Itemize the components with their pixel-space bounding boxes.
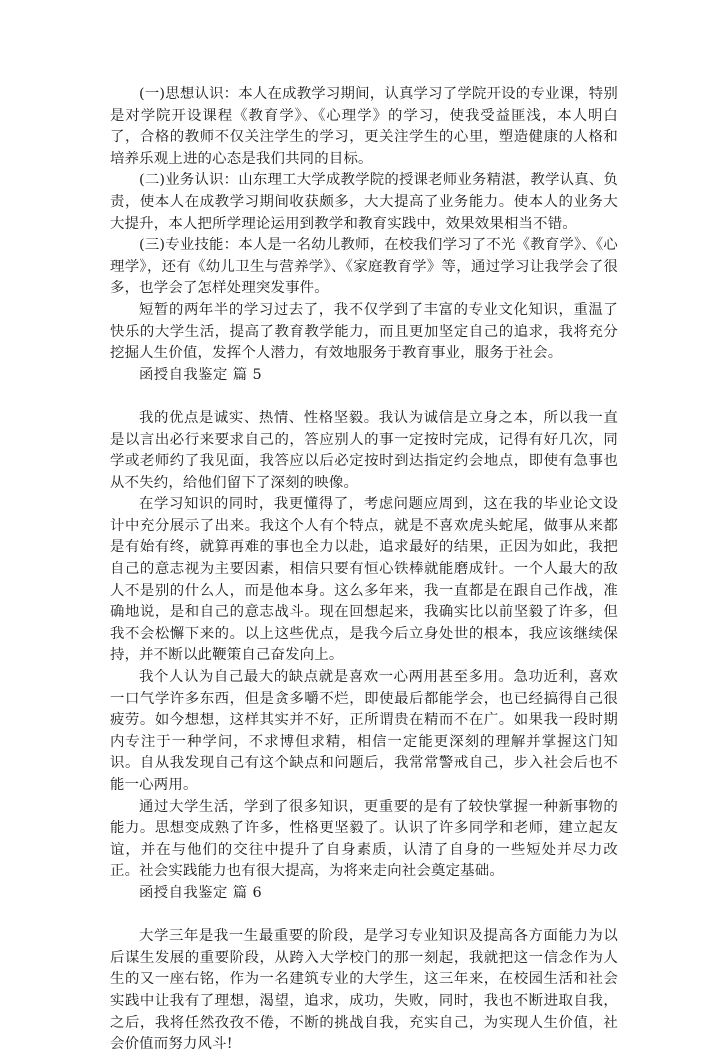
paragraph-university-life: 通过大学生活，学到了很多知识，更重要的是有了较快掌握一种新事物的能力。思想变成熟了许多，性格更坚毅了。认识了许多同学和老师，建立起友谊，并在与他们的交往中提升了自身素质，认清了自身的一些短处并尽力改正。社会实践能力也有很大提高，为将来走向社会奠定基础。 — [110, 798, 618, 880]
paragraph-strengths: 我的优点是诚实、热情、性格坚毅。我认为诚信是立身之本，所以我一直是以言出必行来要求自己的，答应别人的事一定按时完成，记得有好几次，同学或老师约了我见面，我答应以后必定按时到达指定约会地点，即使有急事也从不失约，给他们留下了深刻的映像。 — [110, 409, 618, 491]
section-heading-6: 函授自我鉴定 篇 6 — [139, 884, 263, 901]
paragraph-study-knowledge: 在学习知识的同时，我更懂得了，考虑问题应周到，这在我的毕业论文设计中充分展示了出来。我这个人有个特点，就是不喜欢虎头蛇尾，做事从来都是有始有终，就算再难的事也全力以赴，追求最好的结果，正因为如此，我把自己的意志视为主要因素，相信只要有恒心铁棒就能磨成针。一个人最大的敌人不是别的什么人，而是他本身。这么多年来，我一直都是在跟自己作战，准确地说，是和自己的意志战斗。现在回想起来，我确实比以前坚毅了许多，但我不会松懈下来的。以上这些优点，是我今后立身处世的根本，我应该继续保持，并不断以此鞭策自己奋发向上。 — [110, 496, 618, 664]
paragraph-weaknesses: 我个人认为自己最大的缺点就是喜欢一心两用甚至多用。急功近利，喜欢一口气学许多东西，但是贪多嚼不烂，即使最后都能学会，也已经搞得自己很疲劳。如今想想，这样其实并不好，正所谓贵在精而不在广。如果我一段时期内专注于一种学问，不求博但求精，相信一定能更深刻的理解并掌握这门知识。自从我发现自己有这个缺点和问题后，我常常警戒自己，步入社会后也不能一心两用。 — [110, 669, 618, 793]
section-spacer — [110, 386, 618, 408]
paragraph-three-years: 大学三年是我一生最重要的阶段，是学习专业知识及提高各方面能力为以后谋生发展的重要阶段，从跨入大学校门的那一刻起，我就把这一信念作为人生的又一座右铭，作为一名建筑专业的大学生，这三年来，在校园生活和社会实践中让我有了理想，渴望，追求，成功，失败，同时，我也不断进取自我，之后，我将任然孜孜不倦，不断的挑战自我，充实自己，为实现人生价值，社会价值而努力风斗! — [110, 928, 618, 1053]
paragraph-thought-awareness: (一)思想认识：本人在成教学习期间，认真学习了学院开设的专业课，特别是对学院开设课程《教育学》、《心理学》的学习，使我受益匪浅，本人明白了，合格的教师不仅关注学生的学习，更关注学生的心里，塑造健康的人格和培养乐观上进的心态是我们共同的目标。 — [110, 86, 618, 167]
paragraph-business-awareness: (二)业务认识：山东理工大学成教学院的授课老师业务精湛，教学认真、负责，使本人在成教学习期间收获颇多，大大提高了业务能力。使本人的业务大大提升，本人把所学理论运用到教学和教育实践中，效果效果相当不错。 — [110, 172, 618, 232]
section-heading-5: 函授自我鉴定 篇 5 — [139, 366, 263, 383]
paragraph-summary: 短暂的两年半的学习过去了，我不仅学到了丰富的专业文化知识，重温了快乐的大学生活，提高了教育教学能力，而且更加坚定自己的追求，我将充分挖掘人生价值，发挥个人潜力，有效地服务于教育事业，服务于社会。 — [110, 301, 618, 362]
section-spacer — [110, 905, 618, 927]
paragraph-professional-skills: (三)专业技能：本人是一名幼儿教师，在校我们学习了不光《教育学》、《心理学》，还有《幼儿卫生与营养学》、《家庭教育学》等，通过学习让我学会了很多，也学会了怎样处理突发事件。 — [110, 237, 618, 297]
document-page — [110, 84, 618, 1056]
